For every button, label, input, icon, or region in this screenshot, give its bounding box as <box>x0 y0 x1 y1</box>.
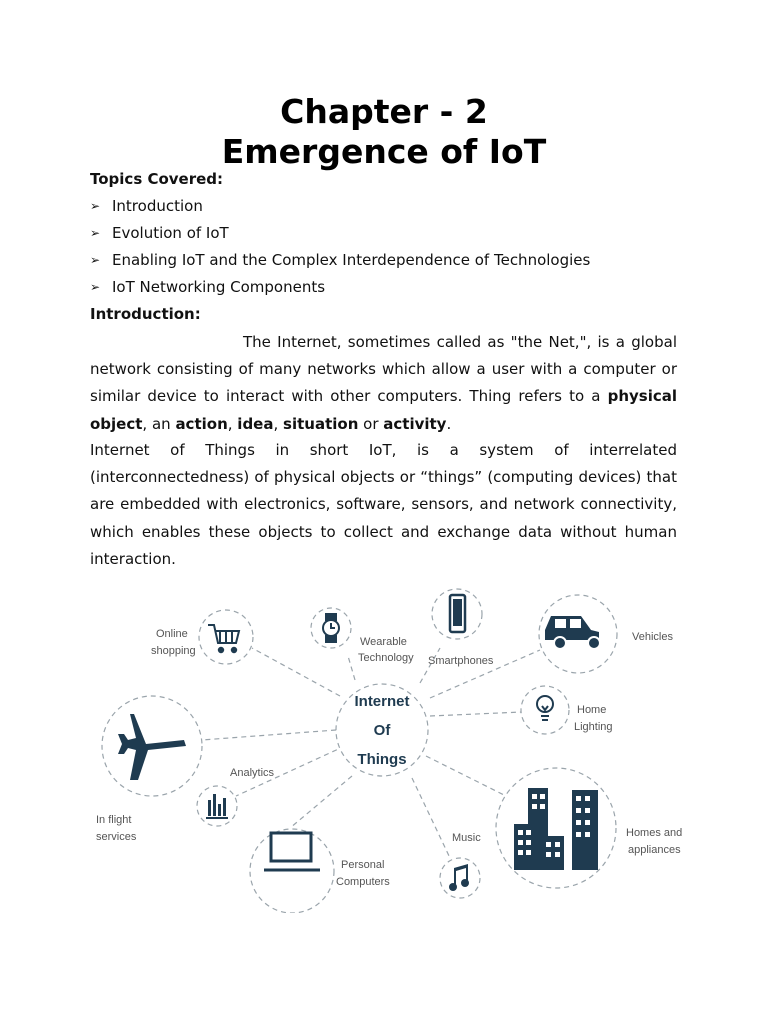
chapter-subtitle: Emergence of IoT <box>221 132 547 171</box>
list-item: ➢ Evolution of IoT <box>90 220 590 247</box>
svg-text:Wearable: Wearable <box>360 636 407 648</box>
svg-text:services: services <box>96 831 137 843</box>
list-item: ➢ Introduction <box>90 193 590 220</box>
svg-text:Personal: Personal <box>341 859 385 871</box>
svg-text:In flight: In flight <box>96 814 132 826</box>
list-item: ➢ IoT Networking Components <box>90 274 590 301</box>
topics-label: Topics Covered: <box>90 170 224 188</box>
arrow-bullet-icon: ➢ <box>90 253 101 267</box>
svg-text:Home: Home <box>577 704 607 716</box>
svg-text:shopping: shopping <box>151 645 196 657</box>
svg-text:Analytics: Analytics <box>230 767 275 779</box>
intro-paragraph: The Internet, sometimes called as "the Net,", is a global network consisting of many networks which allow a user with a computer or similar device to interact with other computers. Thing refers to a physical object, an action, idea, situation or activity. <box>90 333 677 433</box>
svg-text:Music: Music <box>452 832 481 844</box>
svg-text:Of: Of <box>373 722 391 739</box>
svg-text:Things: Things <box>357 751 407 768</box>
arrow-bullet-icon: ➢ <box>90 226 101 240</box>
iot-definition-paragraph: Internet of Things in short IoT, is a system of interrelated (interconnectedness) of physical objects or “things” (computing devices) that are embedded with electronics, software, sensors, and network connectivity, which enables these objects to collect and exchange data without human interaction. <box>90 441 677 568</box>
topics-list <box>90 193 590 301</box>
svg-text:Technology: Technology <box>358 652 414 664</box>
arrow-bullet-icon: ➢ <box>90 199 101 213</box>
list-item: ➢ Enabling IoT and the Complex Interdependence of Technologies <box>90 247 590 274</box>
arrow-bullet-icon: ➢ <box>90 280 101 294</box>
svg-text:Homes and: Homes and <box>626 827 683 839</box>
svg-text:Smartphones: Smartphones <box>428 655 494 667</box>
svg-text:Vehicles: Vehicles <box>632 631 673 643</box>
chapter-title: Chapter - 2 <box>280 92 488 131</box>
introduction-heading: Introduction: <box>90 305 201 323</box>
svg-text:appliances: appliances <box>628 844 681 856</box>
svg-text:Computers: Computers <box>336 876 390 888</box>
svg-text:Internet: Internet <box>354 693 410 710</box>
iot-diagram <box>90 578 690 913</box>
svg-text:Lighting: Lighting <box>574 721 613 733</box>
svg-text:Online: Online <box>156 628 188 640</box>
